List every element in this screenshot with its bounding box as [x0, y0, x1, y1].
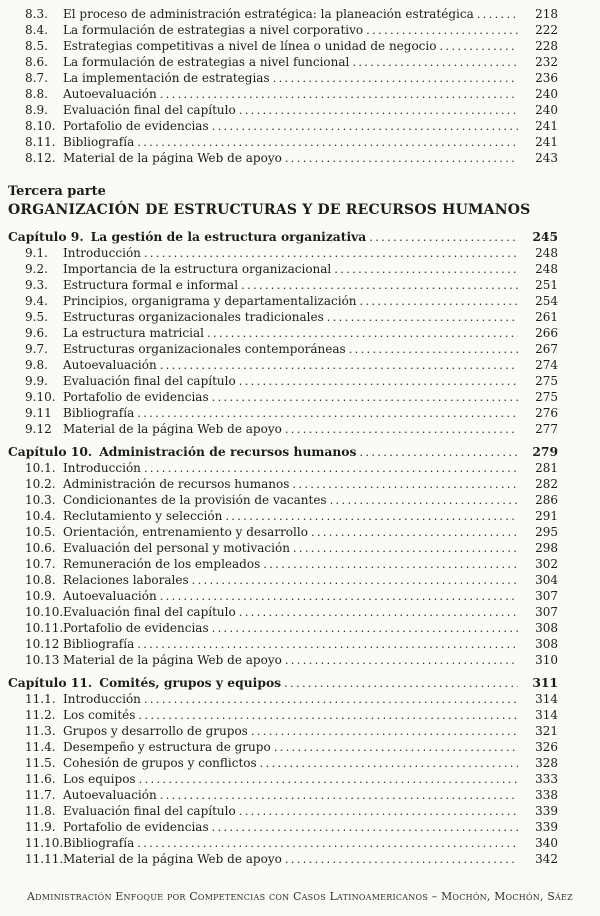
- entry-page-number: 307: [535, 589, 558, 603]
- entry-number: 8.10.: [25, 119, 56, 133]
- toc-entry-row: [8, 771, 558, 787]
- entry-number: 10.13: [25, 653, 60, 667]
- dot-leader: [439, 38, 518, 54]
- entry-number: 9.12: [25, 422, 52, 436]
- entry-page-number: 266: [535, 326, 558, 340]
- entry-number: 8.9.: [25, 103, 48, 117]
- dot-leader: [144, 691, 518, 707]
- dot-leader: [285, 150, 518, 166]
- entry-number: 11.4.: [25, 740, 56, 754]
- toc-entry-row: [8, 22, 558, 38]
- entry-title: Portafolio de evidencias: [63, 820, 209, 834]
- toc-entry-row: [8, 245, 558, 261]
- chapter-title: La gestión de la estructura organizativa: [90, 229, 367, 244]
- dot-leader: [273, 70, 518, 86]
- entry-number: 9.6.: [25, 326, 48, 340]
- dot-leader: [366, 22, 518, 38]
- entry-title: Orientación, entrenamiento y desarrollo: [63, 525, 308, 539]
- dot-leader: [292, 476, 518, 492]
- dot-leader: [160, 588, 518, 604]
- dot-leader: [239, 604, 518, 620]
- entry-title: Importancia de la estructura organizacional: [63, 262, 332, 276]
- entry-page-number: 342: [535, 852, 558, 866]
- entry-page-number: 308: [535, 621, 558, 635]
- entry-page-number: 261: [535, 310, 558, 324]
- part-title: ORGANIZACIÓN DE ESTRUCTURAS Y DE RECURSOS HUMANOS: [8, 202, 531, 218]
- toc-entry-row: [8, 460, 558, 476]
- dot-leader: [477, 6, 518, 22]
- toc-entry-row: [8, 835, 558, 851]
- dot-leader: [192, 572, 518, 588]
- dot-leader: [160, 787, 518, 803]
- dot-leader: [285, 851, 518, 867]
- entry-page-number: 328: [535, 756, 558, 770]
- entry-number: 9.1.: [25, 246, 48, 260]
- dot-leader: [139, 771, 518, 787]
- entry-title: Portafolio de evidencias: [63, 119, 209, 133]
- entry-number: 11.6.: [25, 772, 56, 786]
- toc-entry-row: [8, 373, 558, 389]
- dot-leader: [251, 723, 518, 739]
- entry-number: 11.8.: [25, 804, 56, 818]
- entry-page-number: 282: [535, 477, 558, 491]
- toc-entry-row: [8, 309, 558, 325]
- entry-number: 10.9.: [25, 589, 56, 603]
- entry-title: Autoevaluación: [63, 589, 157, 603]
- entry-title: La formulación de estrategias a nivel corporativo: [63, 23, 364, 37]
- dot-leader: [330, 492, 518, 508]
- entry-title: Evaluación del personal y motivación: [63, 541, 290, 555]
- chapter-label: Capítulo 11.: [8, 675, 93, 690]
- entry-title: Material de la página Web de apoyo: [63, 852, 282, 866]
- entry-title: Bibliografía: [63, 135, 135, 149]
- entry-title: Autoevaluación: [63, 788, 157, 802]
- dot-leader: [239, 102, 518, 118]
- entry-page-number: 307: [535, 605, 558, 619]
- part-heading: [8, 183, 558, 220]
- dot-leader: [284, 675, 518, 692]
- entry-number: 10.11.: [25, 621, 64, 635]
- dot-leader: [311, 524, 518, 540]
- entry-page-number: 248: [535, 246, 558, 260]
- chapter-page-number: 311: [532, 675, 558, 690]
- toc-entry-row: [8, 739, 558, 755]
- entry-number: 9.5.: [25, 310, 48, 324]
- toc-chapter-row: [8, 443, 558, 460]
- toc-entry-row: [8, 405, 558, 421]
- entry-title: Evaluación final del capítulo: [63, 605, 236, 619]
- entry-title: Los equipos: [63, 772, 136, 786]
- entry-title: Estrategias competitivas a nivel de línea o unidad de negocio: [63, 39, 437, 53]
- toc-entry-row: [8, 691, 558, 707]
- dot-leader: [327, 309, 518, 325]
- entry-title: La estructura matricial: [63, 326, 204, 340]
- toc-chapter-row: [8, 674, 558, 691]
- entry-page-number: 275: [535, 374, 558, 388]
- entry-number: 8.8.: [25, 87, 48, 101]
- entry-title: Relaciones laborales: [63, 573, 189, 587]
- toc-entry-row: [8, 508, 558, 524]
- entry-number: 11.2.: [25, 708, 56, 722]
- dot-leader: [160, 357, 518, 373]
- entry-page-number: 333: [535, 772, 558, 786]
- toc-entry-row: [8, 421, 558, 437]
- entry-number: 11.1.: [25, 692, 56, 706]
- toc-entry-row: [8, 755, 558, 771]
- toc-entry-row: [8, 150, 558, 166]
- toc-entry-row: [8, 389, 558, 405]
- dot-leader: [137, 134, 518, 150]
- entry-page-number: 339: [535, 820, 558, 834]
- entry-title: Autoevaluación: [63, 358, 157, 372]
- chapter-page-number: 245: [532, 229, 558, 244]
- toc-entry-row: [8, 476, 558, 492]
- dot-leader: [352, 54, 518, 70]
- dot-leader: [144, 460, 518, 476]
- entry-page-number: 275: [535, 390, 558, 404]
- entry-title: Estructuras organizacionales contemporáneas: [63, 342, 346, 356]
- entry-number: 10.12: [25, 637, 60, 651]
- chapter-label: Capítulo 9.: [8, 229, 84, 244]
- entry-title: Introducción: [63, 246, 141, 260]
- entry-page-number: 218: [535, 7, 558, 21]
- entry-page-number: 274: [535, 358, 558, 372]
- toc-entry-row: [8, 636, 558, 652]
- entry-title: Material de la página Web de apoyo: [63, 653, 282, 667]
- entry-number: 9.2.: [25, 262, 48, 276]
- dot-leader: [212, 118, 518, 134]
- dot-leader: [212, 819, 518, 835]
- entry-number: 11.3.: [25, 724, 56, 738]
- entry-title: Material de la página Web de apoyo: [63, 422, 282, 436]
- toc-entry-row: [8, 851, 558, 867]
- toc-chapter-row: [8, 228, 558, 245]
- chapter-label: Capítulo 10.: [8, 444, 93, 459]
- dot-leader: [207, 325, 518, 341]
- toc-entry-row: [8, 524, 558, 540]
- entry-page-number: 243: [535, 151, 558, 165]
- entry-number: 11.9.: [25, 820, 56, 834]
- entry-page-number: 241: [535, 135, 558, 149]
- dot-leader: [137, 405, 518, 421]
- dot-leader: [349, 341, 518, 357]
- entry-title: Material de la página Web de apoyo: [63, 151, 282, 165]
- entry-title: Remuneración de los empleados: [63, 557, 261, 571]
- dot-leader: [239, 373, 518, 389]
- entry-page-number: 314: [535, 708, 558, 722]
- entry-page-number: 248: [535, 262, 558, 276]
- entry-page-number: 295: [535, 525, 558, 539]
- entry-number: 10.10.: [25, 605, 64, 619]
- entry-title: Administración de recursos humanos: [63, 477, 290, 491]
- entry-number: 9.10.: [25, 390, 56, 404]
- entry-page-number: 236: [535, 71, 558, 85]
- entry-page-number: 251: [535, 278, 558, 292]
- toc-entry-row: [8, 604, 558, 620]
- entry-title: Bibliografía: [63, 637, 135, 651]
- dot-leader: [334, 261, 518, 277]
- entry-number: 10.5.: [25, 525, 56, 539]
- toc-entry-row: [8, 293, 558, 309]
- dot-leader: [285, 652, 518, 668]
- entry-number: 8.11.: [25, 135, 56, 149]
- entry-title: Estructura formal e informal: [63, 278, 239, 292]
- entry-number: 8.7.: [25, 71, 48, 85]
- entry-title: Portafolio de evidencias: [63, 390, 209, 404]
- dot-leader: [137, 636, 518, 652]
- toc-entry-row: [8, 492, 558, 508]
- entry-number: 8.12.: [25, 151, 56, 165]
- entry-page-number: 286: [535, 493, 558, 507]
- entry-page-number: 340: [535, 836, 558, 850]
- entry-page-number: 326: [535, 740, 558, 754]
- entry-title: Portafolio de evidencias: [63, 621, 209, 635]
- entry-number: 9.4.: [25, 294, 48, 308]
- entry-page-number: 254: [535, 294, 558, 308]
- toc-entry-row: [8, 556, 558, 572]
- entry-title: Reclutamiento y selección: [63, 509, 223, 523]
- dot-leader: [225, 508, 518, 524]
- dot-leader: [360, 293, 518, 309]
- entry-page-number: 228: [535, 39, 558, 53]
- entry-number: 10.4.: [25, 509, 56, 523]
- entry-number: 11.11.: [25, 852, 64, 866]
- entry-number: 9.8.: [25, 358, 48, 372]
- entry-title: Cohesión de grupos y conflictos: [63, 756, 257, 770]
- toc-entry-row: [8, 277, 558, 293]
- chapter-page-number: 279: [532, 444, 558, 459]
- dot-leader: [263, 556, 518, 572]
- toc-entry-row: [8, 261, 558, 277]
- dot-leader: [293, 540, 518, 556]
- entry-number: 8.4.: [25, 23, 48, 37]
- entry-number: 10.6.: [25, 541, 56, 555]
- entry-number: 8.6.: [25, 55, 48, 69]
- table-of-contents: [8, 6, 558, 867]
- dot-leader: [369, 229, 518, 246]
- toc-entry-row: [8, 652, 558, 668]
- entry-page-number: 232: [535, 55, 558, 69]
- toc-entry-row: [8, 102, 558, 118]
- entry-page-number: 302: [535, 557, 558, 571]
- entry-title: Introducción: [63, 461, 141, 475]
- toc-entry-row: [8, 787, 558, 803]
- dot-leader: [359, 444, 518, 461]
- entry-number: 11.5.: [25, 756, 56, 770]
- entry-title: Introducción: [63, 692, 141, 706]
- toc-entry-row: [8, 118, 558, 134]
- entry-page-number: 240: [535, 87, 558, 101]
- entry-number: 9.7.: [25, 342, 48, 356]
- entry-page-number: 276: [535, 406, 558, 420]
- entry-number: 10.1.: [25, 461, 56, 475]
- entry-page-number: 281: [535, 461, 558, 475]
- toc-entry-row: [8, 572, 558, 588]
- entry-title: Grupos y desarrollo de grupos: [63, 724, 248, 738]
- entry-page-number: 241: [535, 119, 558, 133]
- entry-title: Bibliografía: [63, 406, 135, 420]
- dot-leader: [212, 620, 518, 636]
- chapter-title: Comités, grupos y equipos: [99, 675, 282, 690]
- page-footer: Administración Enfoque por Competencias con Casos Latinoamericanos – Mochón, Mochón, Sáez: [27, 890, 573, 903]
- entry-number: 11.7.: [25, 788, 56, 802]
- entry-page-number: 310: [535, 653, 558, 667]
- entry-page-number: 339: [535, 804, 558, 818]
- entry-number: 9.9.: [25, 374, 48, 388]
- entry-number: 9.3.: [25, 278, 48, 292]
- entry-title: Desempeño y estructura de grupo: [63, 740, 271, 754]
- toc-entry-row: [8, 588, 558, 604]
- entry-number: 10.2.: [25, 477, 56, 491]
- toc-entry-row: [8, 70, 558, 86]
- entry-page-number: 308: [535, 637, 558, 651]
- toc-entry-row: [8, 54, 558, 70]
- entry-number: 10.7.: [25, 557, 56, 571]
- entry-title: Evaluación final del capítulo: [63, 804, 236, 818]
- dot-leader: [274, 739, 518, 755]
- entry-title: Principios, organigrama y departamentalización: [63, 294, 357, 308]
- toc-entry-row: [8, 357, 558, 373]
- toc-entry-row: [8, 819, 558, 835]
- entry-title: La implementación de estrategias: [63, 71, 270, 85]
- entry-title: Condicionantes de la provisión de vacantes: [63, 493, 327, 507]
- entry-number: 8.3.: [25, 7, 48, 21]
- entry-number: 10.8.: [25, 573, 56, 587]
- toc-entry-row: [8, 540, 558, 556]
- entry-page-number: 298: [535, 541, 558, 555]
- entry-title: Estructuras organizacionales tradicionales: [63, 310, 324, 324]
- entry-page-number: 277: [535, 422, 558, 436]
- dot-leader: [160, 86, 518, 102]
- entry-title: Evaluación final del capítulo: [63, 374, 236, 388]
- entry-title: Autoevaluación: [63, 87, 157, 101]
- entry-number: 11.10.: [25, 836, 64, 850]
- chapter-title: Administración de recursos humanos: [99, 444, 357, 459]
- entry-title: Evaluación final del capítulo: [63, 103, 236, 117]
- dot-leader: [137, 835, 518, 851]
- toc-entry-row: [8, 707, 558, 723]
- entry-title: Los comités: [63, 708, 136, 722]
- entry-page-number: 304: [535, 573, 558, 587]
- entry-title: El proceso de administración estratégica: la planeación estratégica: [63, 7, 474, 21]
- dot-leader: [144, 245, 518, 261]
- toc-entry-row: [8, 86, 558, 102]
- entry-title: La formulación de estrategias a nivel funcional: [63, 55, 350, 69]
- toc-entry-row: [8, 803, 558, 819]
- toc-entry-row: [8, 325, 558, 341]
- dot-leader: [138, 707, 518, 723]
- entry-page-number: 267: [535, 342, 558, 356]
- entry-page-number: 291: [535, 509, 558, 523]
- entry-page-number: 314: [535, 692, 558, 706]
- entry-number: 9.11: [25, 406, 52, 420]
- entry-page-number: 240: [535, 103, 558, 117]
- toc-entry-row: [8, 38, 558, 54]
- entry-page-number: 338: [535, 788, 558, 802]
- dot-leader: [239, 803, 518, 819]
- toc-entry-row: [8, 6, 558, 22]
- entry-page-number: 222: [535, 23, 558, 37]
- dot-leader: [212, 389, 518, 405]
- toc-entry-row: [8, 620, 558, 636]
- dot-leader: [241, 277, 518, 293]
- toc-entry-row: [8, 723, 558, 739]
- dot-leader: [285, 421, 518, 437]
- toc-entry-row: [8, 134, 558, 150]
- entry-number: 8.5.: [25, 39, 48, 53]
- part-number: Tercera parte: [8, 184, 106, 199]
- dot-leader: [260, 755, 518, 771]
- entry-title: Bibliografía: [63, 836, 135, 850]
- toc-entry-row: [8, 341, 558, 357]
- entry-number: 10.3.: [25, 493, 56, 507]
- entry-page-number: 321: [535, 724, 558, 738]
